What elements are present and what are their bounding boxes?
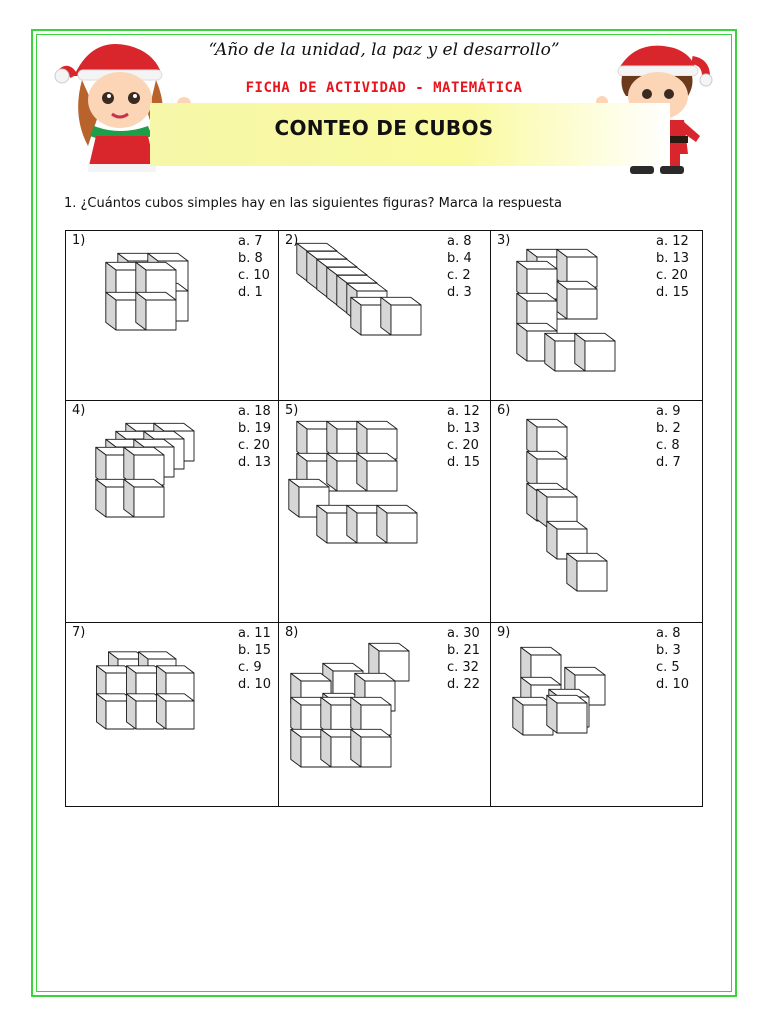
cube <box>547 695 587 733</box>
option-b[interactable]: b. 13 <box>656 251 690 266</box>
exercise-number: 9) <box>497 625 511 640</box>
cube <box>575 333 615 371</box>
option-b[interactable]: b. 19 <box>238 421 272 436</box>
option-d[interactable]: d. 10 <box>238 677 272 692</box>
exercise-cell-4 <box>66 401 279 623</box>
option-a[interactable]: a. 12 <box>447 404 480 419</box>
option-b[interactable]: b. 21 <box>447 643 481 658</box>
answer-options <box>447 625 480 693</box>
cube <box>124 479 164 517</box>
option-d[interactable]: d. 7 <box>656 455 681 470</box>
option-a[interactable]: a. 12 <box>656 234 689 249</box>
option-b[interactable]: b. 8 <box>238 251 263 266</box>
exercise-number: 2) <box>285 233 299 248</box>
option-c[interactable]: c. 20 <box>238 438 270 453</box>
answer-options <box>447 403 480 471</box>
option-b[interactable]: b. 4 <box>447 251 472 266</box>
option-c[interactable]: c. 5 <box>656 660 680 675</box>
exercise-number: 8) <box>285 625 299 640</box>
answer-options <box>656 233 689 301</box>
exercise-cell-2 <box>279 231 491 401</box>
year-motto: “Año de la unidad, la paz y el desarrollo” <box>208 40 560 60</box>
option-c[interactable]: c. 10 <box>238 268 270 283</box>
page-title: CONTEO DE CUBOS <box>274 116 494 140</box>
exercise-cell-5 <box>279 401 491 623</box>
cube <box>136 292 176 330</box>
exercise-cell-7 <box>66 623 279 806</box>
option-a[interactable]: a. 8 <box>656 626 681 641</box>
option-d[interactable]: d. 13 <box>238 455 272 470</box>
exercise-number: 1) <box>72 233 86 248</box>
option-d[interactable]: d. 15 <box>447 455 481 470</box>
exercise-cell-3 <box>491 231 702 401</box>
worksheet-subtitle: FICHA DE ACTIVIDAD - MATEMÁTICA <box>245 80 523 96</box>
exercise-number: 7) <box>72 625 86 640</box>
option-a[interactable]: a. 30 <box>447 626 480 641</box>
exercise-cell-8 <box>279 623 491 806</box>
answer-options <box>238 625 271 693</box>
answer-options <box>656 403 681 471</box>
option-c[interactable]: c. 8 <box>656 438 680 453</box>
option-a[interactable]: a. 8 <box>447 234 472 249</box>
option-c[interactable]: c. 20 <box>447 438 479 453</box>
option-b[interactable]: b. 3 <box>656 643 681 658</box>
answer-options <box>656 625 689 693</box>
option-b[interactable]: b. 13 <box>447 421 481 436</box>
exercise-number: 6) <box>497 403 511 418</box>
option-a[interactable]: a. 11 <box>238 626 271 641</box>
option-c[interactable]: c. 20 <box>656 268 688 283</box>
option-c[interactable]: c. 9 <box>238 660 262 675</box>
option-a[interactable]: a. 7 <box>238 234 263 249</box>
exercise-cell-1 <box>66 231 279 401</box>
option-b[interactable]: b. 15 <box>238 643 272 658</box>
cube <box>351 729 391 767</box>
option-c[interactable]: c. 2 <box>447 268 471 283</box>
answer-options <box>238 403 271 471</box>
cube <box>381 297 421 335</box>
answer-options <box>447 233 472 301</box>
option-d[interactable]: d. 1 <box>238 285 263 300</box>
exercise-cell-6 <box>491 401 702 623</box>
option-d[interactable]: d. 3 <box>447 285 472 300</box>
option-c[interactable]: c. 32 <box>447 660 479 675</box>
cube <box>567 553 607 591</box>
exercise-cell-9 <box>491 623 702 806</box>
exercise-grid <box>65 230 703 807</box>
cube <box>377 505 417 543</box>
option-d[interactable]: d. 10 <box>656 677 690 692</box>
exercise-number: 3) <box>497 233 511 248</box>
option-b[interactable]: b. 2 <box>656 421 681 436</box>
cube <box>557 281 597 319</box>
cube <box>156 694 194 729</box>
option-a[interactable]: a. 9 <box>656 404 681 419</box>
option-d[interactable]: d. 22 <box>447 677 481 692</box>
option-a[interactable]: a. 18 <box>238 404 271 419</box>
exercise-number: 4) <box>72 403 86 418</box>
answer-options <box>238 233 270 301</box>
cube <box>357 453 397 491</box>
question-text: 1. ¿Cuántos cubos simples hay en las siguientes figuras? Marca la respuesta <box>64 196 562 211</box>
option-d[interactable]: d. 15 <box>656 285 690 300</box>
exercise-number: 5) <box>285 403 299 418</box>
